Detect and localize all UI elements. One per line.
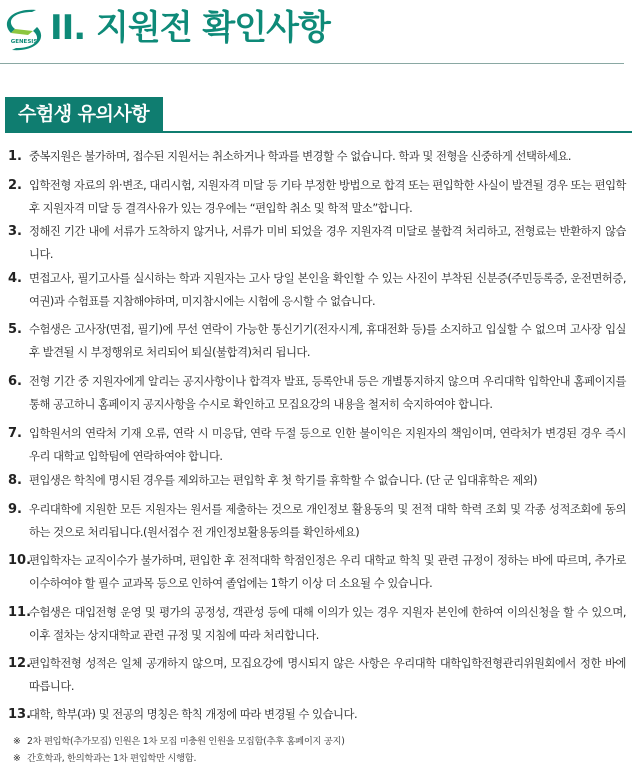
- item-number: 4.: [8, 271, 22, 286]
- item-text: 입학전형 자료의 위·변조, 대리시험, 지원자격 미달 등 기타 부정한 방법으로 합격 또는 편입학한 사실이 발견될 경우 또는 편입학 후 지원자격 미달 등 결격사유가 있는 경우에는 “편입학 취소 및 학적 말소”합니다.: [29, 179, 626, 215]
- item-text: 편입학전형 성적은 일체 공개하지 않으며, 모집요강에 명시되지 않은 사항은 우리대학 대학입학전형관리위원회에서 정한 바에 따릅니다.: [29, 657, 626, 693]
- section-divider: [5, 131, 632, 133]
- item-text: 중복지원은 불가하며, 접수된 지원서는 취소하거나 학과를 변경할 수 없습니다. 학과 및 전형을 신중하게 선택하세요.: [29, 150, 572, 163]
- item-text: 수험생은 고사장(면접, 필기)에 무선 연락이 가능한 통신기기(전자시계, 휴대전화 등)를 소지하고 입실할 수 없으며 고사장 입실 후 발견될 시 부정행위로 처리되어 퇴실(불합격)처리 됩니다.: [29, 323, 626, 359]
- item-number: 2.: [8, 178, 22, 193]
- section-title: 수험생 유의사항: [5, 97, 163, 131]
- footnote: [13, 750, 628, 767]
- reference-mark-icon: ※: [13, 736, 21, 747]
- item-text: 수험생은 대입전형 운영 및 평가의 공정성, 객관성 등에 대해 이의가 있는 경우 지원자 본인에 한하여 이의신청을 할 수 있으며, 이후 절차는 상지대학교 관련 규정 및 지침에 따라 처리합니다.: [29, 606, 626, 642]
- item-number: 6.: [8, 374, 22, 389]
- item-number: 7.: [8, 426, 22, 441]
- item-number: 5.: [8, 322, 22, 337]
- item-text: 편입학자는 교직이수가 불가하며, 편입한 후 전적대학 학점인정은 우리 대학교 학칙 및 관련 규정이 정하는 바에 따르며, 추가로 이수하여야 할 필수 교과목 등으로 인하여 졸업에는 1학기 이상 더 소요될 수 있습니다.: [29, 554, 626, 590]
- item-number: 1.: [8, 149, 22, 164]
- item-text: 우리대학에 지원한 모든 지원자는 원서를 제출하는 것으로 개인정보 활용동의 및 전적 대학 학력 조회 및 각종 성적조회에 동의하는 것으로 처리됩니다.(원서접수 전 개인정보활용동의를 확인하세요): [29, 503, 626, 539]
- item-number: 12.: [8, 656, 32, 671]
- footnotes: [13, 733, 628, 767]
- item-number: 11.: [8, 605, 32, 620]
- item-text: 전형 기간 중 지원자에게 알리는 공지사항이나 합격자 발표, 등록안내 등은 개별통지하지 않으며 우리대학 입학안내 홈페이지를 통해 공고하니 홈페이지 공지사항을 수시로 확인하고 모집요강의 내용을 철저히 숙지하여야 합니다.: [29, 375, 626, 411]
- footnote-text: 간호학과, 한의학과는 1차 편입학만 시행함.: [27, 753, 197, 764]
- page-header: [0, 0, 637, 66]
- page-title: II. 지원전 확인사항: [50, 8, 330, 48]
- reference-mark-icon: ※: [13, 753, 21, 764]
- footnote: [13, 733, 628, 750]
- item-number: 9.: [8, 502, 22, 517]
- item-text: 대학, 학부(과) 및 전공의 명칭은 학칙 개정에 따라 변경될 수 있습니다.: [29, 708, 358, 721]
- item-text: 면접고사, 필기고사를 실시하는 학과 지원자는 고사 당일 본인을 확인할 수 있는 사진이 부착된 신분증(주민등록증, 운전면허증, 여권)과 수험표를 지참해야하며, 미지참시에는 시험에 응시할 수 없습니다.: [29, 272, 626, 308]
- item-number: 8.: [8, 473, 22, 488]
- item-number: 3.: [8, 224, 22, 239]
- logo-wordmark: GENESIS: [10, 39, 38, 45]
- item-text: 정해진 기간 내에 서류가 도착하지 않거나, 서류가 미비 되었을 경우 지원자격 미달로 불합격 처리하고, 전형료는 반환하지 않습니다.: [29, 225, 626, 261]
- footnote-text: 2차 편입학(추가모집) 인원은 1차 모집 미충원 인원을 모집함(추후 홈페이지 공지): [27, 736, 345, 747]
- item-number: 10.: [8, 553, 32, 568]
- header-divider: [0, 63, 624, 64]
- item-number: 13.: [8, 707, 32, 722]
- item-text: 입학원서의 연락처 기재 오류, 연락 시 미응답, 연락 두절 등으로 인한 불이익은 지원자의 책임이며, 연락처가 변경된 경우 즉시 우리 대학교 입학팀에 연락하여야 합니다.: [29, 427, 626, 463]
- genesis-logo-icon: [2, 8, 46, 52]
- item-text: 편입생은 학칙에 명시된 경우를 제외하고는 편입학 후 첫 학기를 휴학할 수 없습니다. (단 군 입대휴학은 제외): [29, 474, 538, 487]
